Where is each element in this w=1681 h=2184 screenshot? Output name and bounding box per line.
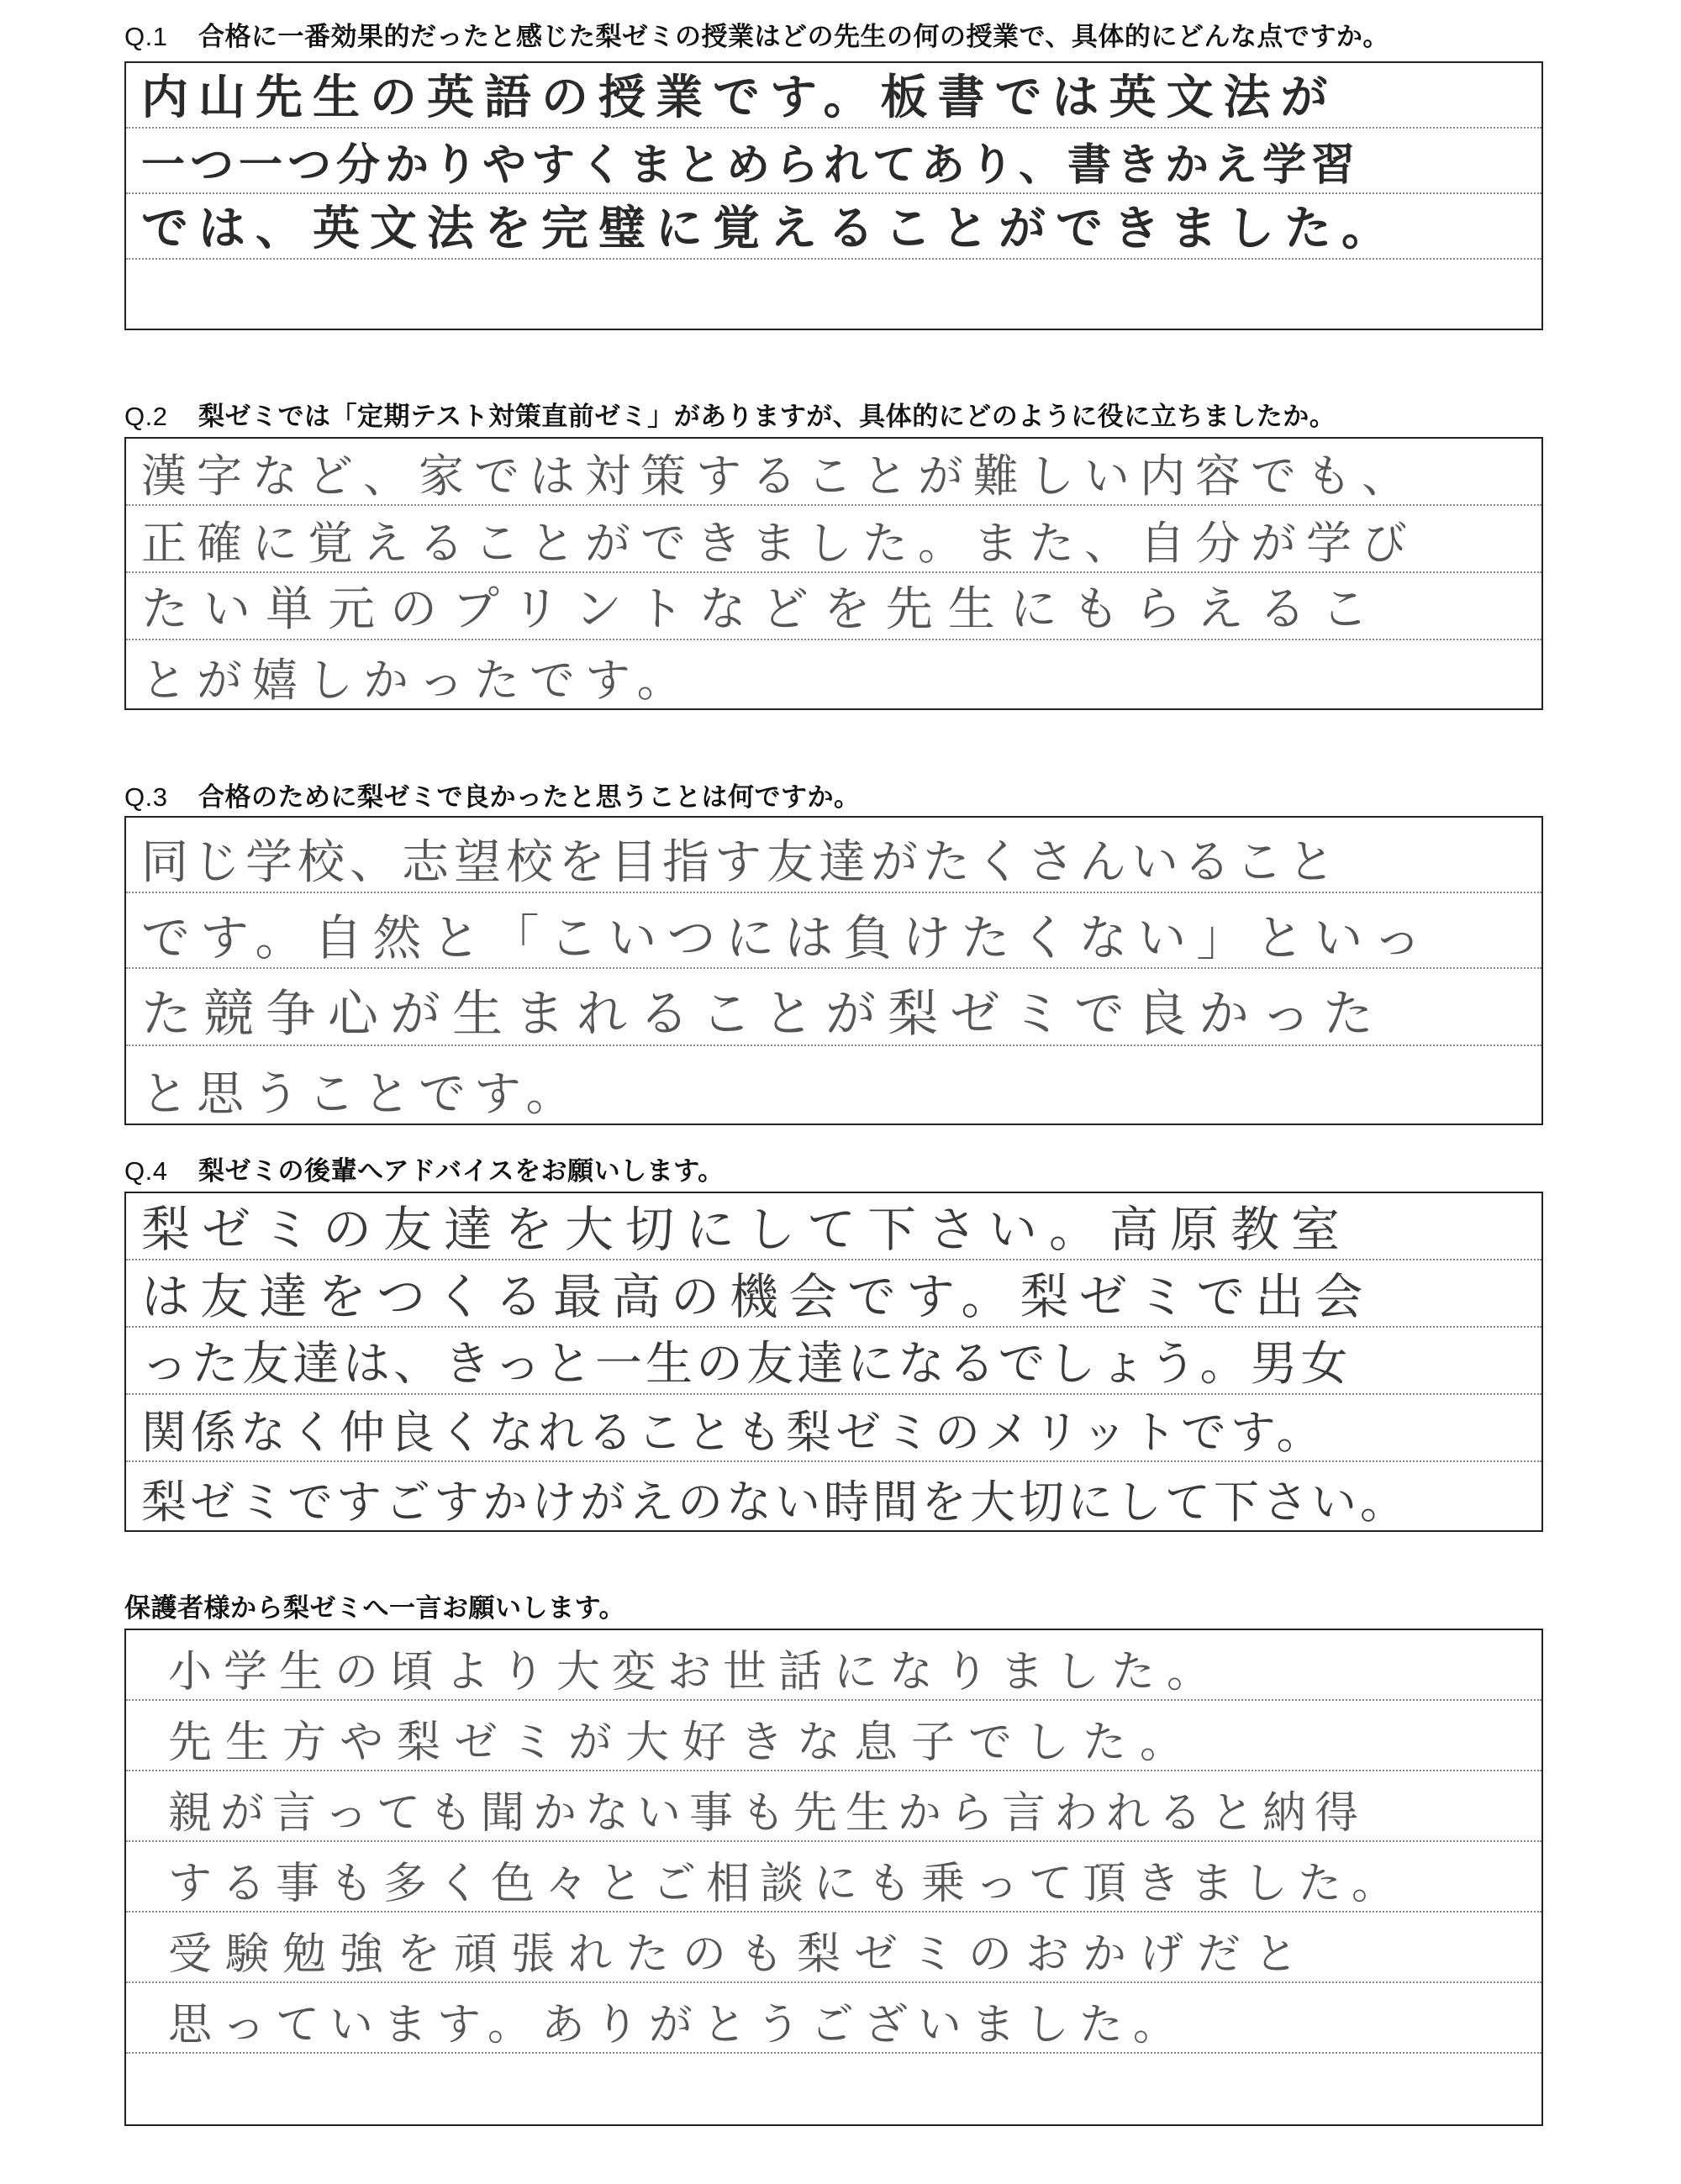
question-label-2 [124,395,1336,433]
question-number-1: Q.1 [124,22,168,51]
answer-line [126,818,1541,893]
question-text-4: 梨ゼミの後輩へアドバイスをお願いします。 [198,1156,725,1187]
handwritten-text: する事も多く色々とご相談にも乗って頂きました。 [168,1859,1406,1909]
answer-line [126,194,1541,260]
handwritten-text: 漢字など、家では対策することが難しい内容でも、 [141,450,1417,503]
answer-line [126,1630,1541,1701]
handwritten-text: 梨ゼミですごすかけがえのない時間を大切にして下さい。 [141,1476,1409,1529]
answer-line [126,1046,1541,1124]
handwritten-text: 正確に覚えることができました。また、自分が学び [141,517,1417,570]
answer-line [126,1462,1541,1530]
handwritten-text: では、英文法を完璧に覚えることができました。 [141,202,1399,256]
answer-line [126,1983,1541,2054]
handwritten-text: 内山先生の英語の授業です。板書では英文法が [141,71,1338,125]
answer-line [126,573,1541,640]
handwritten-text: は友達をつくる最高の機会です。梨ゼミで出会 [141,1268,1373,1325]
question-number-4: Q.4 [124,1156,168,1186]
handwritten-text: 一つ一つ分かりやすくまとめられてあり、書きかえ学習 [141,140,1361,191]
answer-line [126,129,1541,194]
answer-line [126,1328,1541,1395]
answer-line [126,893,1541,969]
question-label-4 [124,1150,725,1187]
answer-line [126,63,1541,129]
handwritten-text: 梨ゼミの友達を大切にして下さい。高原教室 [141,1201,1352,1258]
handwritten-text: たい単元のプリントなどを先生にもらえるこ [141,582,1383,637]
answer-line [126,1260,1541,1328]
answer-line [126,1701,1541,1771]
handwritten-text: 同じ学校、志望校を目指す友達がたくさんいること [141,835,1340,890]
answer-line [126,439,1541,506]
question-number-3: Q.3 [124,782,168,812]
answer-box-1 [124,61,1543,330]
answer-line [126,640,1541,708]
answer-line [126,1842,1541,1913]
guardian-question-label: 保護者様から梨ゼミへ一言お願いします。 [124,1593,626,1624]
answer-line [126,1395,1541,1462]
guardian-answer-box [124,1629,1543,2126]
handwritten-text: った友達は、きっと一生の友達になるでしょう。男女 [141,1337,1352,1392]
handwritten-text: 思っています。ありがとうございました。 [168,2000,1187,2050]
handwritten-text: 関係なく仲良くなれることも梨ゼミのメリットです。 [141,1406,1326,1459]
answer-box-4 [124,1192,1543,1532]
handwritten-text: た競争心が生まれることが梨ゼミで良かった [141,985,1385,1044]
handwritten-text: 先生方や梨ゼミが大好きな息子でした。 [168,1718,1198,1768]
question-label-3 [124,776,861,813]
answer-line [126,506,1541,573]
answer-line [126,1913,1541,1983]
question-text-3: 合格のために梨ゼミで良かったと思うことは何ですか。 [198,782,861,813]
handwritten-text: 小学生の頃より大変お世話になりました。 [168,1647,1223,1697]
answer-box-2 [124,437,1543,710]
answer-line [126,1771,1541,1842]
question-label-1 [124,15,1389,53]
answer-line [126,1193,1541,1260]
question-text-1: 合格に一番効果的だったと感じた梨ゼミの授業はどの先生の何の授業で、具体的にどんな点ですか。 [198,22,1389,52]
handwritten-text: 親が言っても聞かない事も先生から言われると納得 [168,1788,1367,1839]
answer-line [126,2054,1541,2124]
handwritten-text: とが嬉しかったです。 [141,654,693,707]
handwritten-text: と思うことです。 [141,1067,582,1122]
question-number-2: Q.2 [124,402,168,431]
answer-box-3 [124,816,1543,1125]
handwritten-text: です。自然と「こいつには負けたくない」といっ [141,909,1432,966]
answer-line [126,969,1541,1046]
question-text-2: 梨ゼミでは「定期テスト対策直前ゼミ」がありますが、具体的にどのように役に立ちましたか。 [198,402,1336,432]
handwritten-text: 受験勉強を頑張れたのも梨ゼミのおかげだと [168,1929,1312,1980]
answer-line [126,260,1541,329]
